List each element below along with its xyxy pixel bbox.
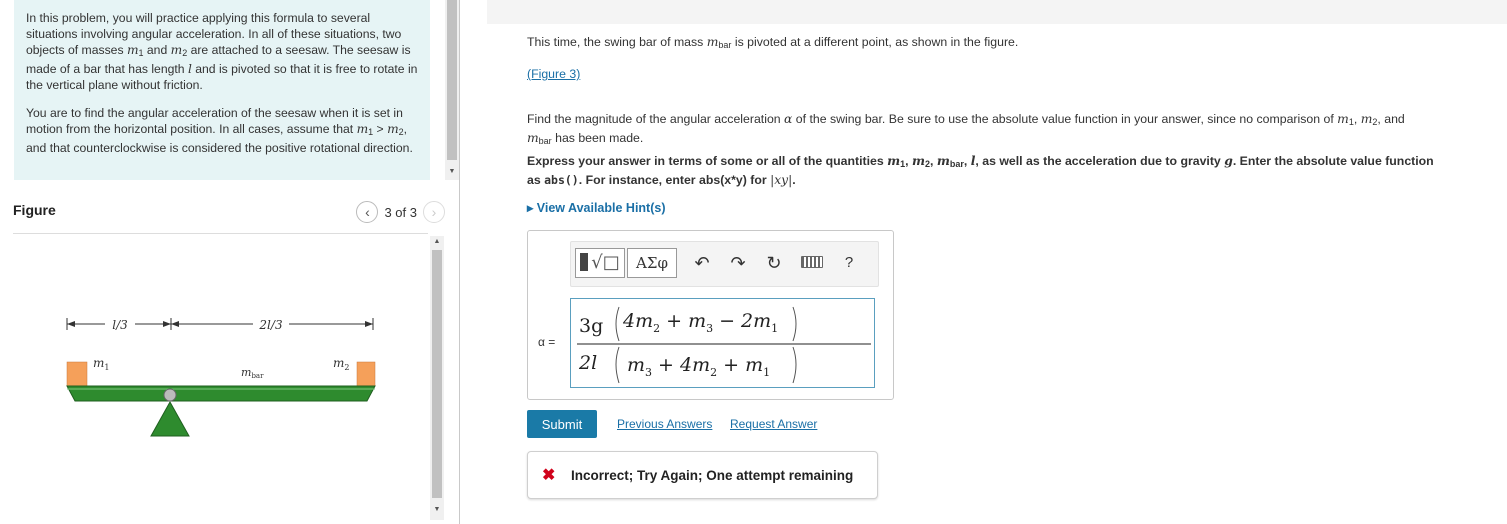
paren-left-bottom <box>616 347 619 383</box>
feedback-text: Incorrect; Try Again; One attempt remaining <box>571 468 854 483</box>
feedback-box <box>527 451 878 499</box>
view-hints-link[interactable]: ▸ View Available Hint(s) <box>527 201 666 215</box>
seesaw-bar <box>67 386 375 401</box>
template-box-icon <box>580 253 588 271</box>
denominator-right: $m_3 + 4m_2 + m_1$ <box>627 354 771 379</box>
figure-page-count: 3 of 3 <box>384 204 417 220</box>
seesaw-diagram <box>13 234 429 524</box>
submit-button[interactable]: Submit <box>527 410 597 438</box>
figure-link[interactable]: (Figure 3) <box>527 67 581 81</box>
reset-icon[interactable]: ↻ <box>766 253 782 273</box>
previous-answers-link[interactable]: Previous Answers <box>617 417 713 431</box>
question-express: Express your answer in terms of some or all of the quantities $m_1$, $m_2$, $m_{bar}$, l, as well as the acceleration due to gravity g. Enter the absolute value function as abs(). For instance, enter abs(x*y) for |xy|. <box>527 153 1434 187</box>
part-header-bar <box>487 0 1507 24</box>
figure-title: Figure <box>13 202 56 218</box>
help-button[interactable]: ? <box>844 254 854 271</box>
pivot-pin <box>164 389 176 401</box>
intro-paragraph-2: You are to find the angular acceleration of the seesaw when it is set in motion from the horizontal position. In all cases, assume that $m_1 > m_2$, and that counterclockwise is considered the positive rotational direction. <box>26 106 413 155</box>
paren-right-bottom <box>793 347 796 383</box>
intro-scrollbar-thumb[interactable] <box>447 0 457 160</box>
symbols-button[interactable]: ΑΣφ <box>627 248 677 278</box>
scroll-up-icon[interactable]: ▲ <box>433 238 441 245</box>
chevron-left-icon[interactable]: ‹ <box>356 201 378 223</box>
dimension-left-label: l/3 <box>112 318 128 332</box>
arrowhead-left <box>67 321 75 327</box>
paren-left-top <box>616 307 619 341</box>
chevron-right-icon[interactable]: › <box>423 201 445 223</box>
dimension-right-label: 2l/3 <box>259 318 283 332</box>
templates-button[interactable]: √□ <box>575 248 625 278</box>
label-mbar: mbar <box>241 366 264 380</box>
undo-icon[interactable]: ↶ <box>694 253 710 273</box>
redo-icon[interactable]: ↷ <box>730 253 746 273</box>
seesaw-figure <box>13 234 429 524</box>
request-answer-link[interactable]: Request Answer <box>730 417 818 431</box>
numerator-right: $4m_2 + m_3 - 2m_1$ <box>623 310 779 335</box>
math-toolbar <box>570 241 879 287</box>
alpha-label: α = <box>538 335 556 349</box>
answer-expression <box>571 299 874 387</box>
paren-right-top <box>793 307 796 341</box>
answer-input[interactable] <box>570 298 875 388</box>
figure-scrollbar-thumb[interactable] <box>432 250 442 498</box>
mass-block-right <box>357 362 375 386</box>
scroll-down-icon[interactable]: ▼ <box>448 168 456 175</box>
pane-divider <box>459 0 460 524</box>
intro-scrollbar[interactable] <box>445 0 459 180</box>
figure-header <box>13 200 445 228</box>
problem-intro <box>14 0 430 180</box>
question-intro: This time, the swing bar of mass $m_{bar}$ is pivoted at a different point, as shown in the figure. <box>527 35 1019 50</box>
pivot-triangle <box>151 402 189 436</box>
question-find: Find the magnitude of the angular acceleration α of the swing bar. Be sure to use the absolute value function in your answer, since no comparison of $m_1$, $m_2$, and $m_{bar}$ has been made. <box>527 112 1405 146</box>
x-icon: ✖ <box>542 467 556 484</box>
label-m2: $m_2$ <box>333 356 350 372</box>
numerator-left: 3g <box>579 315 604 337</box>
figure-pager <box>356 200 445 224</box>
label-m1: $m_1$ <box>93 356 110 372</box>
answer-box <box>527 230 894 400</box>
arrowhead-right <box>365 321 373 327</box>
keyboard-icon[interactable] <box>801 256 823 268</box>
arrowhead-mid-right <box>171 321 179 327</box>
intro-paragraph-1: In this problem, you will practice applying this formula to several situations involving angular acceleration. In all of these situations, two objects of masses $m_1$ and $m_2$ are attached to a seesaw. The seesaw is made of a bar that has length l and is pivoted so that it is free to rotate in the vertical plane without friction. <box>26 11 418 92</box>
figure-scrollbar[interactable] <box>430 236 444 520</box>
arrowhead-mid-left <box>163 321 171 327</box>
denominator-left: 2l <box>579 352 598 374</box>
mass-block-left <box>67 362 87 386</box>
scroll-down-icon[interactable]: ▼ <box>433 506 441 513</box>
